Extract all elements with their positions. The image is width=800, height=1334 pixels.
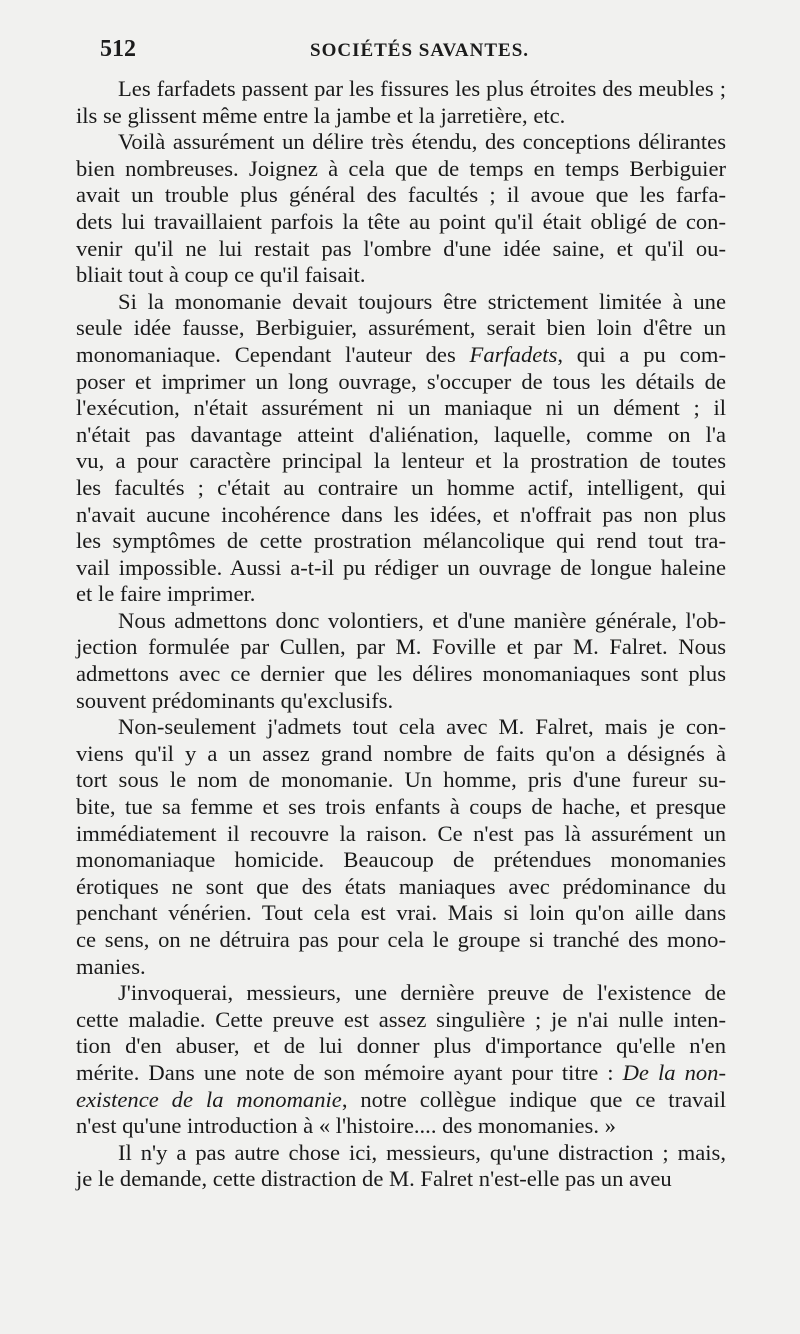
text-line: les symptômes de cette prostration mélancolique qui rend tout tra-	[76, 528, 726, 554]
body-text	[76, 76, 726, 1193]
text-line: n'est qu'une introduction à « l'histoire.... des monomanies. »	[76, 1113, 616, 1139]
paragraph	[76, 289, 726, 608]
paragraph	[76, 714, 726, 980]
text-line: monomaniaque. Cependant l'auteur des Farfadets, qui a pu com-	[76, 341, 726, 367]
running-head: SOCIÉTÉS SAVANTES.	[310, 40, 530, 61]
text-line: admettons avec ce dernier que les délires monomaniaques sont plus	[76, 661, 726, 687]
text-line: avait un trouble plus général des facultés ; il avoue que les farfa-	[76, 182, 726, 208]
text-line: Il n'y a pas autre chose ici, messieurs, qu'une distraction ; mais,	[118, 1139, 726, 1165]
text-line: existence de la monomanie, notre collègue indique que ce travail	[76, 1086, 726, 1112]
text-line: vu, a pour caractère principal la lenteur et la prostration de toutes	[76, 448, 726, 474]
text-line: n'était pas davantage atteint d'aliénation, laquelle, comme on l'a	[76, 421, 726, 447]
text-line: l'exécution, n'était assurément ni un maniaque ni un dément ; il	[76, 395, 726, 421]
text-line: seule idée fausse, Berbiguier, assurément, serait bien loin d'être un	[76, 315, 726, 341]
text-line: ils se glissent même entre la jambe et la jarretière, etc.	[76, 102, 566, 128]
paragraph	[76, 129, 726, 289]
text-line: bliait tout à coup ce qu'il faisait.	[76, 262, 366, 288]
text-line: vail impossible. Aussi a-t-il pu rédiger un ouvrage de longue haleine	[76, 554, 726, 580]
text-line: tort sous le nom de monomanie. Un homme, pris d'une fureur su-	[76, 767, 726, 793]
text-line: souvent prédominants qu'exclusifs.	[76, 687, 394, 713]
text-line: n'avait aucune incohérence dans les idées, et n'offrait pas non plus	[76, 501, 726, 527]
text-line: penchant vénérien. Tout cela est vrai. Mais si loin qu'on aille dans	[76, 900, 726, 926]
text-line: tion d'en abuser, et de lui donner plus d'importance qu'elle n'en	[76, 1033, 726, 1059]
text-line: Nous admettons donc volontiers, et d'une manière générale, l'ob-	[118, 607, 726, 633]
text-line: ce sens, on ne détruira pas pour cela le groupe si tranché des mono-	[76, 927, 726, 952]
text-line: bite, tue sa femme et ses trois enfants à coups de hache, et presque	[76, 794, 726, 820]
text-line: immédiatement il recouvre la raison. Ce n'est pas là assurément un	[76, 820, 726, 846]
text-line: Si la monomanie devait toujours être strictement limitée à une	[118, 288, 726, 314]
text-line: érotiques ne sont que des états maniaques avec prédominance du	[76, 873, 726, 899]
text-line: dets lui travaillaient parfois la tête au point qu'il était obligé de con-	[76, 208, 726, 234]
text-line: J'invoquerai, messieurs, une dernière preuve de l'existence de	[118, 980, 726, 1006]
text-line: je le demande, cette distraction de M. Falret n'est-elle pas un aveu	[76, 1166, 672, 1192]
paragraph	[76, 76, 726, 129]
text-line: jection formulée par Cullen, par M. Foville et par M. Falret. Nous	[76, 634, 726, 660]
text-line: Non-seulement j'admets tout cela avec M. Falret, mais je con-	[118, 714, 726, 740]
text-line: Voilà assurément un délire très étendu, des conceptions délirantes	[118, 129, 726, 155]
text-line: manies.	[76, 953, 146, 979]
paragraph	[76, 608, 726, 714]
text-line: viens qu'il y a un assez grand nombre de faits qu'on a désignés à	[76, 740, 726, 766]
text-line: Les farfadets passent par les fissures les plus étroites des meubles ;	[118, 76, 726, 101]
paragraph	[76, 980, 726, 1140]
text-line: venir qu'il ne lui restait pas l'ombre d'une idée saine, et qu'il ou-	[76, 235, 726, 261]
text-line: mérite. Dans une note de son mémoire ayant pour titre : De la non-	[76, 1059, 726, 1085]
text-line: bien nombreuses. Joignez à cela que de temps en temps Berbiguier	[76, 155, 726, 181]
paragraph	[76, 1140, 726, 1193]
page-header	[100, 36, 730, 72]
text-line: poser et imprimer un long ouvrage, s'occuper de tous les détails de	[76, 368, 726, 394]
text-line: monomaniaque homicide. Beaucoup de prétendues monomanies	[76, 847, 726, 873]
text-line: les facultés ; c'était au contraire un homme actif, intelligent, qui	[76, 474, 726, 500]
text-line: et le faire imprimer.	[76, 581, 256, 607]
text-line: cette maladie. Cette preuve est assez singulière ; je n'ai nulle inten-	[76, 1006, 726, 1032]
page-number: 512	[100, 36, 136, 62]
